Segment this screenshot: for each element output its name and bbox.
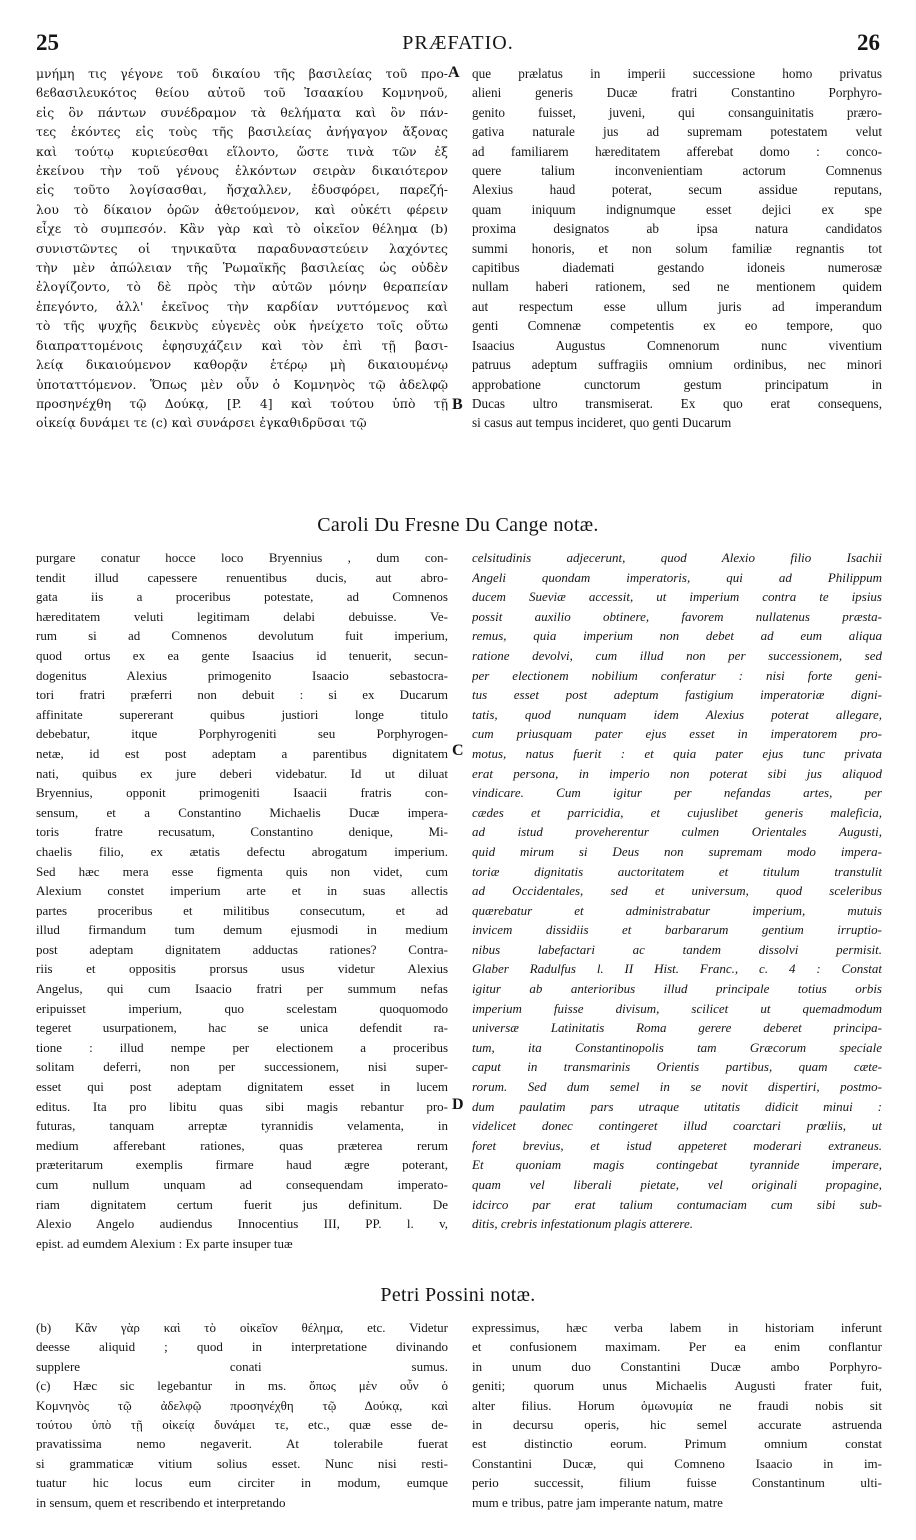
possini-notes-title: Petri Possini notæ. bbox=[380, 1284, 536, 1306]
greek-text-line: καὶ τούτῳ κυριεύεσθαι εἵλοντο, ὥστε τινὰ τῶν ἐξ bbox=[36, 143, 448, 159]
note-line: tegeret usurpationem, hac se unica defendit ra- bbox=[36, 1020, 448, 1036]
greek-text-line: ἐλογίζοντο, τὸ δὲ πρὸς τὴν αὐτῶν μόνην θεραπείαν bbox=[36, 279, 448, 295]
latin-text-line: approbatione cunctorum gestum principatum in bbox=[472, 376, 882, 392]
note-line: in decursu operis, hic semel accurate astruenda bbox=[472, 1417, 882, 1433]
latin-text-line: quere talium inconvenientiam actorum Comnenus bbox=[472, 163, 882, 179]
note-line: sensum, et a Constantino Michaelis Ducæ impera- bbox=[36, 804, 448, 820]
note-line: Angelus, qui cum Isaacio fratri per summum nefas bbox=[36, 981, 448, 997]
note-line: si grammaticæ vitium solius esset. Nunc nisi resti- bbox=[36, 1455, 448, 1471]
note-line: debebatur, itque Porphyrogeniti seu Porphyrogen- bbox=[36, 726, 448, 742]
note-line: tori fratri præferri non debuit : si ex Ducarum bbox=[36, 687, 448, 703]
greek-text-line: ὑποταττόμενον. Ὅπως μὲν οὖν ὁ Κομνηνὸς τῷ ἀδελφῷ bbox=[36, 376, 448, 392]
latin-text-line: summi honoris, et non solum familiæ regnantis tot bbox=[472, 240, 882, 256]
note-line: tum, ita Constantinopolis tam Græcorum speciale bbox=[472, 1039, 882, 1055]
latin-text-line: capitibus diademati gestando idoneis numerosæ bbox=[472, 260, 882, 276]
note-line: ditis, crebris infestationum plagis atterere. bbox=[472, 1216, 693, 1232]
note-line: quid mirum si Deus non supremam modo impera- bbox=[472, 843, 882, 859]
greek-text-line: ἐκείνου τὴν τοῦ γένους ἑλκόντων σειρὰν δικαιότερον bbox=[36, 163, 448, 179]
note-line: eripuisset imperium, quo scelestam quoquomodo bbox=[36, 1000, 448, 1016]
latin-text-line: alieni generis Ducæ fratri Constantino Porphyro- bbox=[472, 85, 882, 101]
latin-text-line: aut respectum esse ullum juris ad imperandum bbox=[472, 298, 882, 314]
note-line: celsitudinis adjecerunt, quod Alexio filio Isachii bbox=[472, 550, 882, 565]
note-line: toris fratre recusatum, Constantino denique, Mi- bbox=[36, 824, 448, 840]
greek-text-line: λου τὸ δίκαιον ὁρῶν ἀθετούμενον, καὶ οὐκέτι φέρειν bbox=[36, 201, 448, 217]
note-line: ad istud proveherentur culmen Orientales Augusti, bbox=[472, 824, 882, 840]
note-line: (b) Κἂν γὰρ καὶ τὸ οἰκεῖον θέλημα, etc. Videtur bbox=[36, 1320, 448, 1335]
greek-text-line: συνιστῶντες οἱ τηνικαῦτα παραδυναστεύειν λαχόντες bbox=[36, 240, 448, 256]
note-line: remus, quia imperium non debet ad eum aliqua bbox=[472, 628, 882, 644]
note-line: dum paulatim pars utraque utitatis didicit minui : bbox=[472, 1098, 882, 1114]
latin-text-line: quam iniquum indignumque esset dejici ex spe bbox=[472, 201, 882, 217]
note-line: ratione devolvi, cum illud non per successionem, sed bbox=[472, 647, 882, 663]
running-title: PRÆFATIO. bbox=[402, 32, 514, 54]
latin-text-line: patruus adeptum suffragiis omnium ordinibus, nec minori bbox=[472, 357, 882, 373]
note-line: in sensum, quem et rescribendo et interpretando bbox=[36, 1494, 286, 1510]
latin-text-line: que prælatus in imperii successione homo privatus bbox=[472, 66, 882, 81]
note-line: gata iis a proceribus potestate, ad Comnenos bbox=[36, 589, 448, 605]
greek-text-line: εἶχε τὸ συμπεσόν. Κἂν γὰρ καὶ τὸ οἰκεῖον θέλημα (b) bbox=[36, 221, 448, 237]
note-line: perio successit, filium fuisse Constantinum ulti- bbox=[472, 1475, 882, 1491]
latin-text-line: genito fuisset, juveni, qui consanguinitatis præro- bbox=[472, 104, 882, 120]
note-line: Angeli quondam imperatoris, qui ad Philippum bbox=[472, 569, 882, 585]
margin-marker-c: C bbox=[452, 742, 464, 759]
greek-text-line: διαπραττομένοις ἐφησυχάζειν καὶ τὸν ἐπὶ τῇ βασι- bbox=[36, 337, 448, 353]
note-line: Sed hæc mera esse figmenta quis non videt, cum bbox=[36, 863, 448, 879]
note-line: tendit illud capessere renuentibus ducis, aut abro- bbox=[36, 569, 448, 585]
note-line: videlicet donec contingeret illud coarctari prœliis, ut bbox=[472, 1118, 882, 1134]
note-line: esset qui post adeptam dignitatem esset in lucem bbox=[36, 1079, 448, 1095]
note-line: netæ, id est post adeptam a parentibus dignitatem bbox=[36, 745, 448, 761]
latin-text-line: Ducas ultro transmiserat. Ex quo erat consequens, bbox=[472, 395, 882, 411]
margin-marker-b: B bbox=[452, 396, 463, 413]
note-line: Et quoniam magis contingebat tyrannide imperare, bbox=[472, 1157, 882, 1173]
latin-text-line: Alexius haud poterat, secum assidue reputans, bbox=[472, 182, 882, 198]
note-line: tione : illud nempe per electionem a proceribus bbox=[36, 1039, 448, 1055]
note-line: idcirco par erat talium contumaciam cum sibi sub- bbox=[472, 1196, 882, 1212]
note-line: quod ortus ex ea gente Isaacius id tenuerit, secun- bbox=[36, 647, 448, 663]
greek-text-line: λείᾳ δικαιούμενον καθορᾷν ἑτέρῳ μὴ δικαιουμένῳ bbox=[36, 357, 448, 373]
note-line: riis et oppositis prorsus usus videtur Alexius bbox=[36, 961, 448, 977]
note-line: riam dignitatem certum fuerit jus definitum. De bbox=[36, 1196, 448, 1212]
note-line: cædes et parricidia, et cujuslibet generis maleficia, bbox=[472, 804, 882, 820]
latin-text-line: Isaacius Augustus Comnenorum nunc viventium bbox=[472, 337, 882, 353]
note-line: geniti; quorum unus Michaelis Augusti frater fuit, bbox=[472, 1378, 882, 1394]
du-cange-notes-right-column bbox=[472, 548, 882, 1234]
note-line: deesse aliquid ; quod in interpretatione divinando bbox=[36, 1339, 448, 1355]
note-line: per electionem nobilium conferatur : nisi forte geni- bbox=[472, 667, 882, 683]
greek-text-column bbox=[36, 64, 448, 433]
latin-text-line: gativa naturale jus ad supremam potestatem velut bbox=[472, 124, 882, 140]
note-line: igitur ab anterioribus illud principale totius orbis bbox=[472, 981, 882, 997]
note-line: invicem dissidiis et barbararum gentium irruptio- bbox=[472, 922, 882, 938]
note-line: est distinctio eorum. Primum omnium constat bbox=[472, 1436, 882, 1452]
note-line: pravatissima nemo negaverit. At tolerabile fuerat bbox=[36, 1436, 448, 1452]
page-header bbox=[36, 30, 880, 56]
note-line: (c) Hæc sic legebantur in ms. ὅπως μὲν οὖν ὁ bbox=[36, 1378, 448, 1394]
note-line: expressimus, hæc verba labem in historiam inferunt bbox=[472, 1320, 882, 1335]
greek-text-line: προσηνέχθη τῷ Δούκᾳ, [P. 4] καὶ τούτου ὑπὸ τῇ bbox=[36, 395, 448, 411]
note-line: alter filius. Horum ὁμωνυμία ne fraudi nobis sit bbox=[472, 1397, 882, 1413]
note-line: nibus labefactari ac tandem dissolvi permisit. bbox=[472, 941, 882, 957]
page-number-left: 25 bbox=[36, 30, 59, 55]
note-line: motus, natus fuerit : et quia pater ejus tunc privata bbox=[472, 745, 882, 761]
note-line: tuatur hic locus eum circiter in modum, eumque bbox=[36, 1475, 448, 1491]
greek-text-line: τὴν μὲν ἀπώλειαν τῆς Ῥωμαϊκῆς βασιλείας ὡς οὐδὲν bbox=[36, 260, 448, 276]
note-line: caput in transmarinis Orientis partibus, quam cæte- bbox=[472, 1059, 882, 1075]
note-line: Bryennius, opponit primogeniti Isaacii fratris con- bbox=[36, 785, 448, 801]
margin-marker-d: D bbox=[452, 1096, 464, 1113]
greek-text-line: ϐεϐασιλευκότος θείου αὐτοῦ τοῦ Ἰσαακίου Κομνηνοῦ, bbox=[36, 85, 448, 101]
note-line: imperium fuisse divisum, scilicet ut quemadmodum bbox=[472, 1000, 882, 1016]
note-line: cum nullum unquam ad consequendam imperato- bbox=[36, 1177, 448, 1192]
note-line: post adeptam dignitatem adductas rationes? Contra- bbox=[36, 941, 448, 957]
note-line: futuras, tanquam arreptæ tyrannidis velamenta, in bbox=[36, 1118, 448, 1134]
note-line: Alexio Angelo audiendus Innocentius III, PP. l. v, bbox=[36, 1216, 448, 1232]
note-line: chaelis filio, ex ætatis defectu abrogatum imperium. bbox=[36, 843, 448, 859]
latin-text-line: nullam haberi rationem, sed ne mentionem quidem bbox=[472, 279, 882, 295]
note-line: foret brevius, et istud appeteret moderari extraneus. bbox=[472, 1137, 882, 1153]
note-line: solitam deferri, non per successionem, nisi super- bbox=[36, 1059, 448, 1075]
note-line: præteritarum exemplis firmare haud ægre poterant, bbox=[36, 1157, 448, 1173]
note-line: hæreditatem veluti legitimam delabi debuisse. Ve- bbox=[36, 608, 448, 624]
page-number-right: 26 bbox=[857, 30, 880, 55]
note-line: quærebatur et administrabatur imperium, mutuis bbox=[472, 902, 882, 918]
note-line: et confusionem maximam. Per ea enim conflantur bbox=[472, 1339, 882, 1355]
note-line: purgare conatur hocce loco Bryennius , dum con- bbox=[36, 550, 448, 565]
du-cange-notes-title: Caroli Du Fresne Du Cange notæ. bbox=[317, 514, 599, 536]
note-line: partes proceribus et militibus consecutum, et ad bbox=[36, 902, 448, 918]
note-line: erat persona, in imperio non poterat sibi jus aliquod bbox=[472, 765, 882, 781]
note-line: ad Occidentales, sed et universum, quod sceleribus bbox=[472, 883, 882, 899]
note-line: mum e tribus, patre jam imperante natum, matre bbox=[472, 1494, 723, 1510]
latin-text-line: ad familiarem hæreditatem afferebat domo : conco- bbox=[472, 143, 882, 159]
du-cange-notes-left-column bbox=[36, 548, 448, 1253]
note-line: medium afferebant rationes, quas præterea rerum bbox=[36, 1137, 448, 1153]
note-line: nati, quibus ex jure deberi videbatur. Id ut diluat bbox=[36, 765, 448, 781]
latin-text-column bbox=[472, 64, 882, 433]
note-line: ducem Sueviæ accessit, ut imperium contra te ipsius bbox=[472, 589, 882, 605]
note-line: universæ Latinitatis Roma gerere deberet principa- bbox=[472, 1020, 882, 1036]
note-line: supplere conati sumus. bbox=[36, 1358, 448, 1374]
note-line: affinitate supererant quibus justiori longe titulo bbox=[36, 706, 448, 722]
note-line: rorum. Sed dum semel in se novit dispertiri, postmo- bbox=[472, 1079, 882, 1095]
margin-marker-a: A bbox=[448, 64, 460, 81]
greek-text-line: οἰκείᾳ δυνάμει τε (c) καὶ συνάρσει ἐγκαθιδρῦσαι τῷ bbox=[36, 415, 367, 431]
note-line: Κομνηνὸς τῷ ἀδελφῷ προσηνέχθη τῷ Δούκᾳ, καὶ bbox=[36, 1397, 448, 1413]
possini-notes-left-column bbox=[36, 1318, 448, 1512]
greek-text-line: τὸ τῆς ψυχῆς δεικνὺς εὐγενὲς οὐκ ἠνείχετο τοῖς οὕτω bbox=[36, 318, 448, 334]
note-line: editus. Ita pro libitu quas sibi magis rebantur pro- bbox=[36, 1098, 448, 1114]
greek-text-line: ἐπεγόντο, ἀλλ' ἐκεῖνος τὴν καρδίαν νυττόμενος καὶ bbox=[36, 298, 448, 314]
note-line: cum priusquam pater ejus esset in imperatorem pro- bbox=[472, 726, 882, 742]
greek-text-line: τες ἑκόντες εἰς τοὺς τῆς βασιλείας ἀνήγαγον ἄξονας bbox=[36, 124, 448, 140]
note-line: Constantini Ducæ, qui Comneno Isaacio in im- bbox=[472, 1455, 882, 1471]
note-line: quam vel liberali pietate, vel originali propagine, bbox=[472, 1177, 882, 1192]
note-line: tus esset post adeptum fastigium imperatoriæ digni- bbox=[472, 687, 882, 703]
note-line: Glaber Radulfus l. II Hist. Franc., c. 4 : Constat bbox=[472, 961, 882, 977]
note-line: toriæ dignitatis auctoritatem et titulum transtulit bbox=[472, 863, 882, 879]
note-line: τούτου ὑπὸ τῇ οἰκείᾳ δυνάμει τε, etc., quæ esse de- bbox=[36, 1417, 448, 1433]
note-line: vindicare. Cum igitur per nefandas artes, per bbox=[472, 785, 882, 801]
greek-text-line: εἰς τοῦτο λογίσασθαι, ἤσχαλλεν, ἐδυσφόρει, παρεζή- bbox=[36, 182, 448, 198]
note-line: illud firmandum tum demum ejusmodi in medium bbox=[36, 922, 448, 938]
latin-text-line: proxima designatos ab ipsa natura candidatos bbox=[472, 221, 882, 237]
note-line: dogenitus Alexius primogenito Isaacio sebastocra- bbox=[36, 667, 448, 683]
note-line: possit auxilio obtinere, favorem nullatenus præsta- bbox=[472, 608, 882, 624]
possini-notes-right-column bbox=[472, 1318, 882, 1512]
latin-text-line: si casus aut tempus incideret, quo genti Ducarum bbox=[472, 415, 732, 431]
note-line: rum si ad Comnenos devolutum fuit imperium, bbox=[36, 628, 448, 644]
latin-text-line: genti Comnenæ competentis ex eo tempore, quo bbox=[472, 318, 882, 334]
note-line: in unum duo Constantini Ducæ ambo Porphyro- bbox=[472, 1358, 882, 1374]
note-line: epist. ad eumdem Alexium : Ex parte insuper tuæ bbox=[36, 1235, 293, 1251]
note-line: Alexium constet imperium arte et in suas allectis bbox=[36, 883, 448, 899]
greek-text-line: εἰς ὃν πάντων συνέδραμον τὰ θελήματα καὶ ὃν πάν- bbox=[36, 104, 448, 120]
note-line: tatis, quod nunquam idem Alexius poterat allegare, bbox=[472, 706, 882, 722]
greek-text-line: μνήμη τις γέγονε τοῦ δικαίου τῆς βασιλείας τοῦ προ- bbox=[36, 66, 448, 81]
